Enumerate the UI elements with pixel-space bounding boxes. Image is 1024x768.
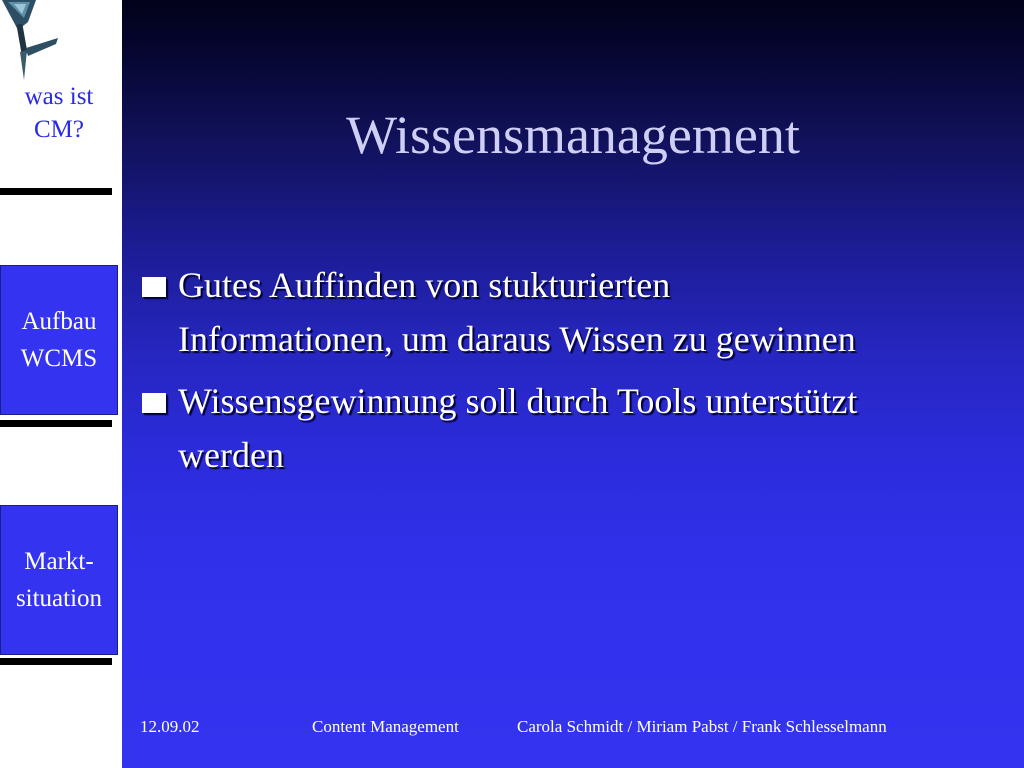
footer-date: 12.09.02 [140, 717, 200, 736]
slide-content [122, 0, 1024, 768]
footer-authors: Carola Schmidt / Miriam Pabst / Frank Schlesselmann [517, 717, 887, 736]
nav-item-was-ist-cm[interactable] [0, 80, 118, 146]
bullet-item [142, 374, 862, 482]
nav-item-aufbau-wcms[interactable] [0, 265, 118, 415]
divider [0, 658, 112, 665]
footer-topic: Content Management [312, 717, 459, 736]
nav-label-line: WCMS [20, 345, 98, 372]
bullet-item [142, 258, 862, 366]
bullet-text: Gutes Auffinden von stukturierten Informationen, um daraus Wissen zu gewinnen [178, 265, 856, 359]
nav-item-marktsituation[interactable] [0, 505, 118, 655]
dart-icon [0, 0, 64, 90]
nav-label-line: Markt- [24, 548, 94, 575]
bullet-text: Wissensgewinnung soll durch Tools unterstützt werden [178, 381, 858, 475]
square-bullet-icon [142, 393, 166, 413]
nav-label-line: CM? [34, 116, 84, 143]
divider [0, 420, 112, 427]
divider [0, 188, 112, 195]
sidebar-nav [0, 0, 122, 768]
nav-label-line: situation [15, 585, 103, 612]
square-bullet-icon [142, 277, 166, 297]
bullet-list [142, 258, 862, 490]
slide-title: Wissensmanagement [346, 105, 800, 165]
nav-label-line: Aufbau [21, 308, 97, 335]
nav-label-line: was ist [24, 83, 94, 110]
